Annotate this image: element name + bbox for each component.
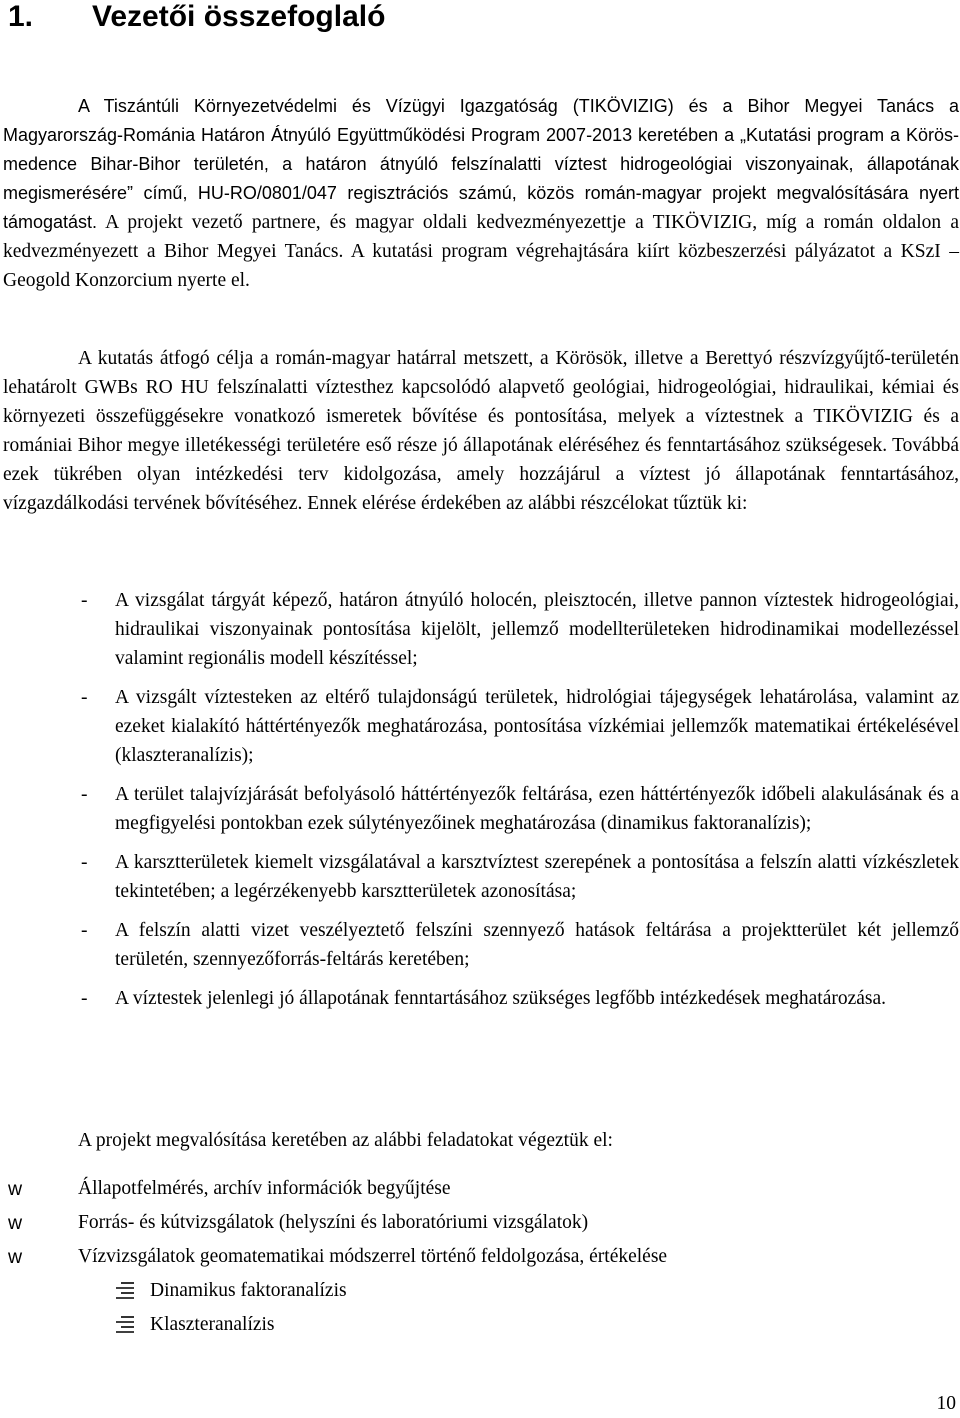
list-item — [3, 586, 959, 673]
list-item-text: A terület talajvízjárását befolyásoló háttértényezők feltárása, ezen háttértényezők időbeli alakulásának és a megfigyelési pontokban ezek súlytényezőinek meghatározása (dinamikus faktoranalízis); — [115, 784, 959, 834]
list-item — [3, 916, 959, 974]
list-item — [3, 1240, 959, 1274]
subtasks-list — [112, 1274, 347, 1342]
dash-marker: - — [81, 852, 88, 873]
bullet-marker: w — [8, 1178, 23, 1200]
tasks-intro: A projekt megvalósítása keretében az alábbi feladatokat végeztük el: — [78, 1130, 613, 1151]
dash-marker: - — [81, 784, 88, 805]
list-item — [3, 780, 959, 838]
section-title: Vezetői összefoglaló — [92, 0, 386, 33]
bullet-marker: w — [8, 1212, 23, 1234]
list-item-text: A felszín alatti vizet veszélyeztető felszíni szennyező hatások feltárása a projektterület két jellemző területén, szennyezőforrás-feltárás keretében; — [115, 920, 959, 970]
list-item — [3, 683, 959, 770]
dash-marker: - — [81, 920, 88, 941]
list-item — [3, 984, 959, 1013]
list-item-text: A víztestek jelenlegi jó állapotának fenntartásához szükséges legfőbb intézkedések meghatározása. — [115, 988, 887, 1009]
list-item-text: Dinamikus faktoranalízis — [150, 1280, 347, 1301]
paragraph-research-goal: A kutatás átfogó célja a román-magyar határral metszett, a Körösök, illetve a Berettyó részvízgyűjtő-területén lehatárolt GWBs RO HU felszínalatti víztesthez kapcsolódó alapvető geológiai, hidrogeológiai, hidraulikai, kémiai és környezeti összefüggésekre vonatkozó ismeretek bővítése és pontosítása, melyek a víztestnek a TIKÖVIZIG és a romániai Bihor megye illetékességi területére eső része jó állapotának eléréséhez és fenntartásához szükségesek. Továbbá ezek tükrében olyan intézkedési terv kidolgozása, amely hozzájárul a víztest jó állapotának fenntartásához, vízgazdálkodási tervének bővítéséhez. Ennek elérése érdekében az alábbi részcélokat tűztük ki: — [3, 348, 959, 514]
list-item-text: A vizsgált víztesteken az eltérő tulajdonságú területek, hidrológiai tájegységek lehatárolása, valamint az ezeket kialakító háttértényezők meghatározása, pontosítása vízkémiai jellemzők matematikai értékelésével (klaszteranalízis); — [115, 687, 959, 766]
paragraph-project-summary — [3, 92, 959, 295]
objectives-list — [3, 586, 959, 1023]
tasks-list — [3, 1172, 959, 1274]
page-number: 10 — [936, 1393, 956, 1414]
list-item — [3, 1206, 959, 1240]
section-heading — [8, 0, 385, 34]
list-item — [112, 1274, 347, 1308]
paragraph-project-summary-sans: A Tiszántúli Környezetvédelmi és Vízügyi Igazgatóság (TIKÖVIZIG) és a Bihor Megyei Tanács a Magyarország-Románia Határon Átnyúló Együttműködési Program 2007-2013 keretében a „Kutatási program a Körös-medence Bihar-Bihor területén, a határon átnyúló felszínalatti víztest hidrogeológiai viszonyainak, állapotának megismerésére” című, HU-RO/0801/047 regisztrációs számú, közös román-magyar projekt megvalósítására nyert támogatást. — [3, 96, 959, 232]
list-item-text: Vízvizsgálatok geomatematikai módszerrel történő feldolgozása, értékelése — [78, 1246, 668, 1267]
list-item-text: A vizsgálat tárgyát képező, határon átnyúló holocén, pleisztocén, illetve pannon víztestek hidrogeológiai, hidraulikai viszonyainak pontosítása kijelölt, jellemző modellterületeken hidrodinamikai modellezéssel valamint regionális modell készítéssel; — [115, 590, 959, 669]
dash-marker: - — [81, 687, 88, 708]
lines-icon — [114, 1315, 136, 1337]
lines-icon — [114, 1281, 136, 1303]
list-item — [3, 848, 959, 906]
list-item-text: Forrás- és kútvizsgálatok (helyszíni és laboratóriumi vizsgálatok) — [78, 1212, 589, 1233]
list-item-text: Állapotfelmérés, archív információk begyűjtése — [78, 1178, 451, 1199]
paragraph-project-summary-serif: A projekt vezető partnere, és magyar oldali kedvezményezettje a TIKÖVIZIG, míg a román oldalon a kedvezményezett a Bihor Megyei Tanács. A kutatási program végrehajtására kiírt közbeszerzési pályázatot a KSzI – Geogold Konzorcium nyerte el. — [3, 212, 959, 291]
bullet-marker: w — [8, 1246, 23, 1268]
list-item — [112, 1308, 347, 1342]
list-item-text: Klaszteranalízis — [150, 1314, 275, 1335]
section-number: 1. — [8, 0, 34, 33]
list-item-text: A karsztterületek kiemelt vizsgálatával a karsztvíztest szerepének a pontosítása a felszín alatti vízkészletek tekintetében; a legérzékenyebb karsztterületek azonosítása; — [115, 852, 959, 902]
dash-marker: - — [81, 590, 88, 611]
list-item — [3, 1172, 959, 1206]
dash-marker: - — [81, 988, 88, 1009]
